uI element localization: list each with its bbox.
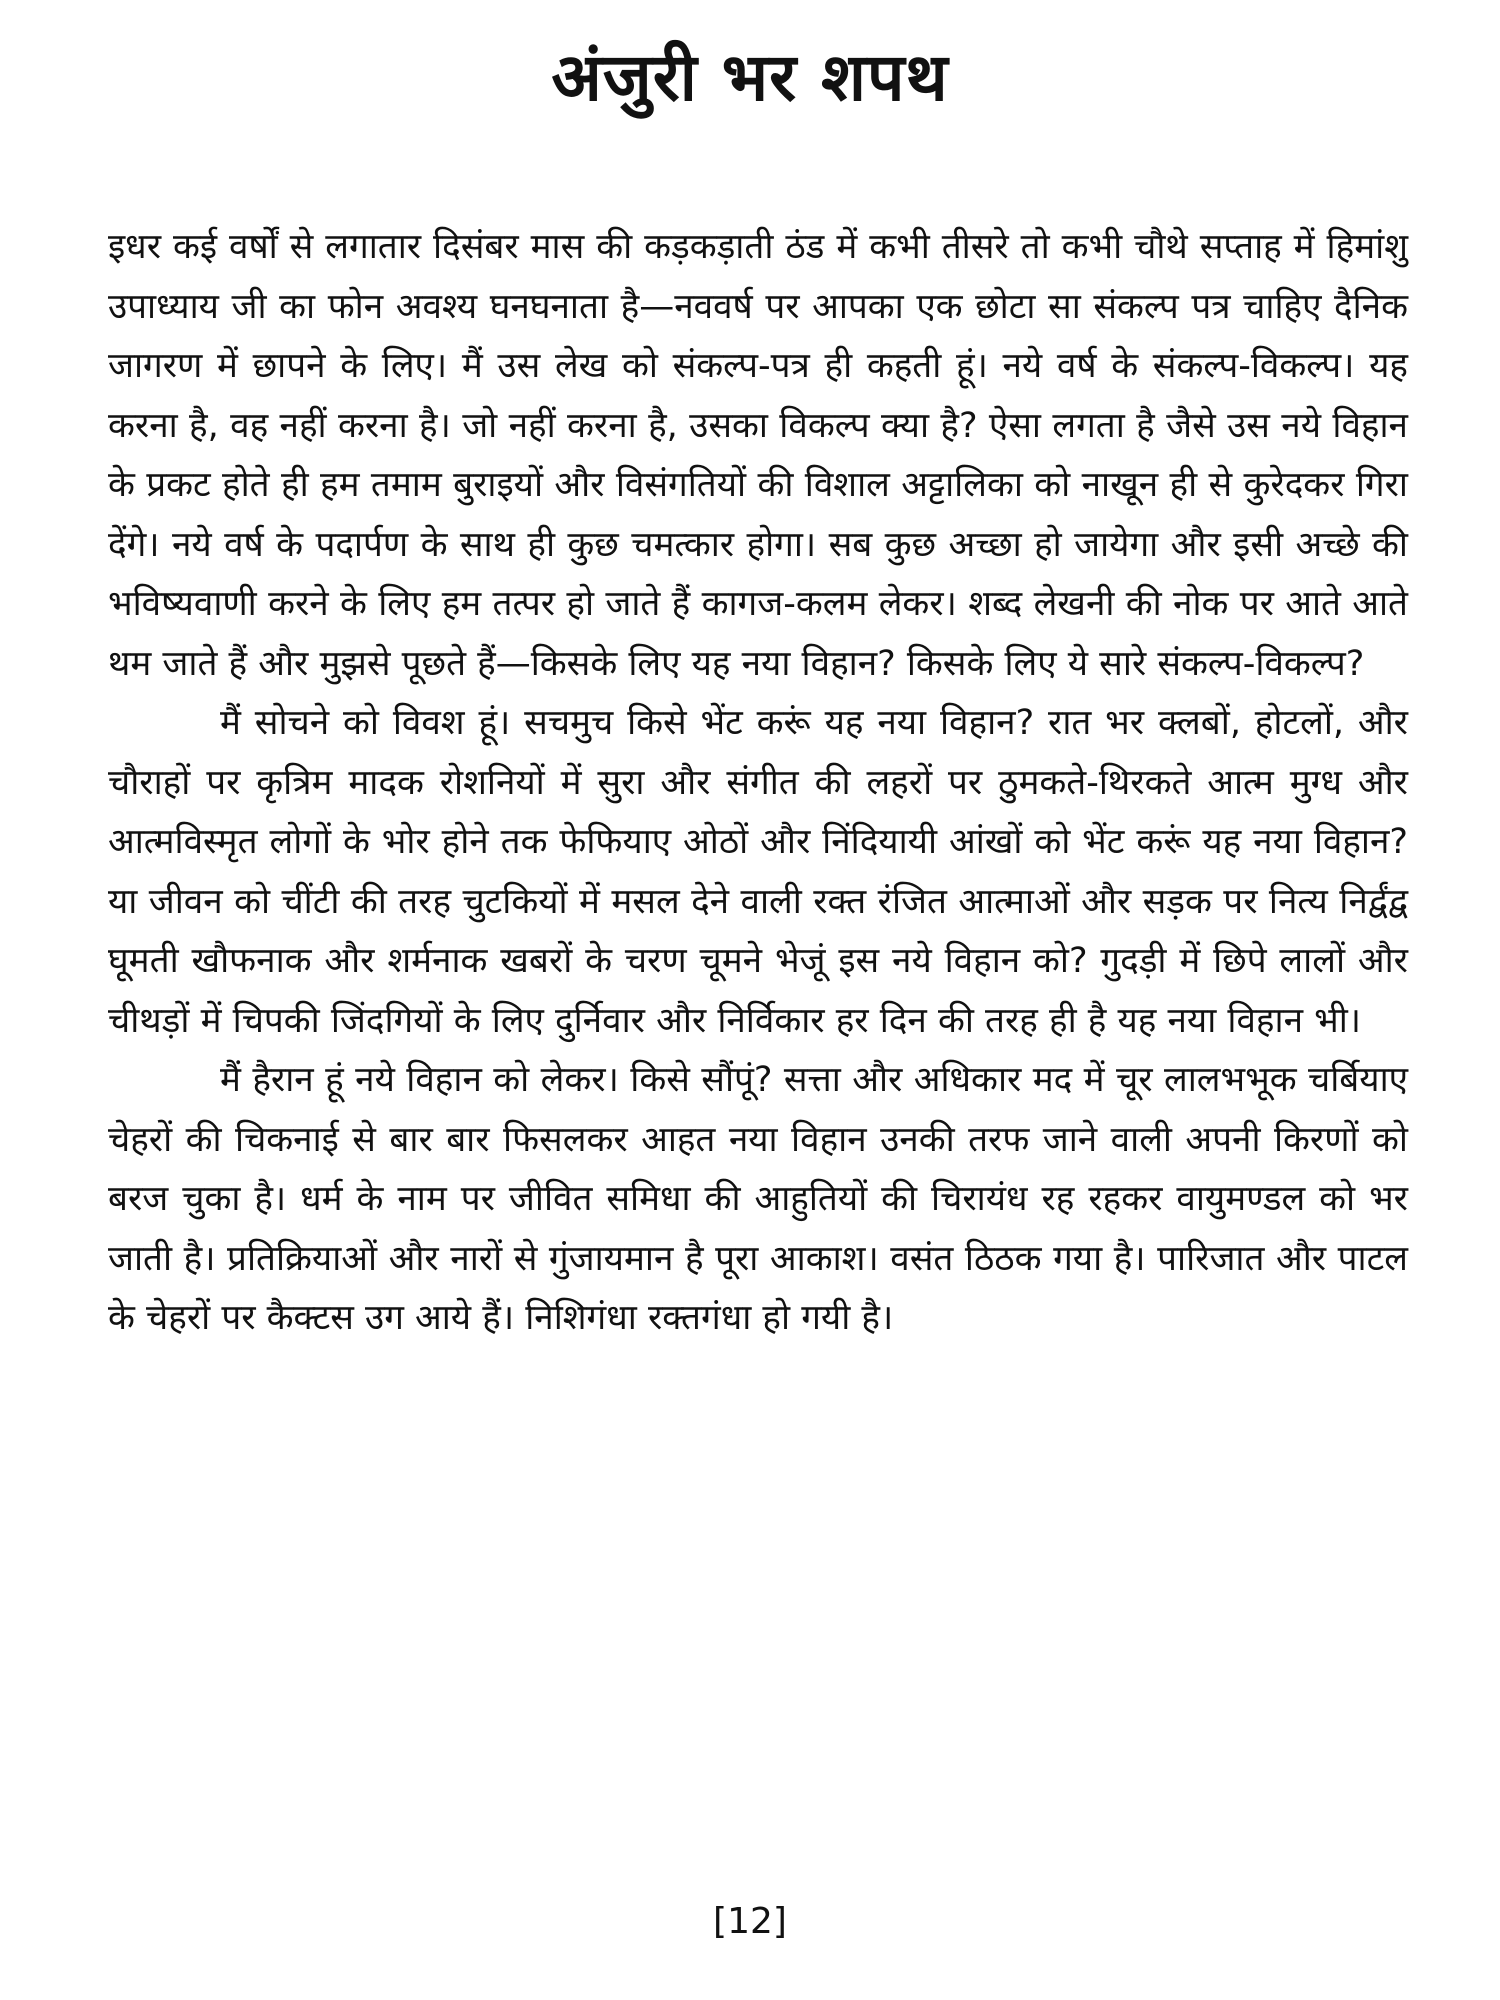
paragraph-1: इधर कई वर्षों से लगातार दिसंबर मास की कड़कड़ाती ठंड में कभी तीसरे तो कभी चौथे सप्ताह में हिमांशु उपाध्याय जी का फोन अवश्य घनघनाता है—नववर्ष पर आपका एक छोटा सा संकल्प पत्र चाहिए दैनिक जागरण में छापने के लिए। मैं उस लेख को संकल्प-पत्र ही कहती हूं। नये वर्ष के संकल्प-विकल्प। यह करना है, वह नहीं करना है। जो नहीं करना है, उसका विकल्प क्या है? ऐसा लगता है जैसे उस नये विहान के प्रकट होते ही हम तमाम बुराइयों और विसंगतियों की विशाल अट्टालिका को नाखून ही से कुरेदकर गिरा देंगे। नये वर्ष के पदार्पण के साथ ही कुछ चमत्कार होगा। सब कुछ अच्छा हो जायेगा और इसी अच्छे की भविष्यवाणी करने के लिए हम तत्पर हो जाते हैं कागज-कलम लेकर। शब्द लेखनी की नोक पर आते आते थम जाते हैं और मुझसे पूछते हैं—किसके लिए यह नया विहान? किसके लिए ये सारे संकल्प-विकल्प? (108, 227, 1408, 684)
body-text (108, 218, 1408, 1349)
chapter-title: अंजुरी भर शपथ (551, 39, 949, 116)
paragraph-3: मैं हैरान हूं नये विहान को लेकर। किसे सौंपूं? सत्ता और अधिकार मद में चूर लालभभूक चर्बियाए चेहरों की चिकनाई से बार बार फिसलकर आहत नया विहान उनकी तरफ जाने वाली अपनी किरणों को बरज चुका है। धर्म के नाम पर जीवित समिधा की आहुतियों की चिरायंध रह रहकर वायुमण्डल को भर जाती है। प्रतिक्रियाओं और नारों से गुंजायमान है पूरा आकाश। वसंत ठिठक गया है। पारिजात और पाटल के चेहरों पर कैक्टस उग आये हैं। निशिगंधा रक्तगंधा हो गयी है। (108, 1060, 1408, 1338)
paragraph-2: मैं सोचने को विवश हूं। सचमुच किसे भेंट करूं यह नया विहान? रात भर क्लबों, होटलों, और चौराहों पर कृत्रिम मादक रोशनियों में सुरा और संगीत की लहरों पर ठुमकते-थिरकते आत्म मुग्ध और आत्मविस्मृत लोगों के भोर होने तक फेफियाए ओठों और निंदियायी आंखों को भेंट करूं यह नया विहान? या जीवन को चींटी की तरह चुटकियों में मसल देने वाली रक्त रंजित आत्माओं और सड़क पर नित्य निर्द्वंद्व घूमती खौफनाक और शर्मनाक खबरों के चरण चूमने भेजूं इस नये विहान को? गुदड़ी में छिपे लालों और चीथड़ों में चिपकी जिंदगियों के लिए दुर्निवार और निर्विकार हर दिन की तरह ही है यह नया विहान भी। (108, 703, 1408, 1041)
page-number: [12] (713, 1901, 787, 1942)
